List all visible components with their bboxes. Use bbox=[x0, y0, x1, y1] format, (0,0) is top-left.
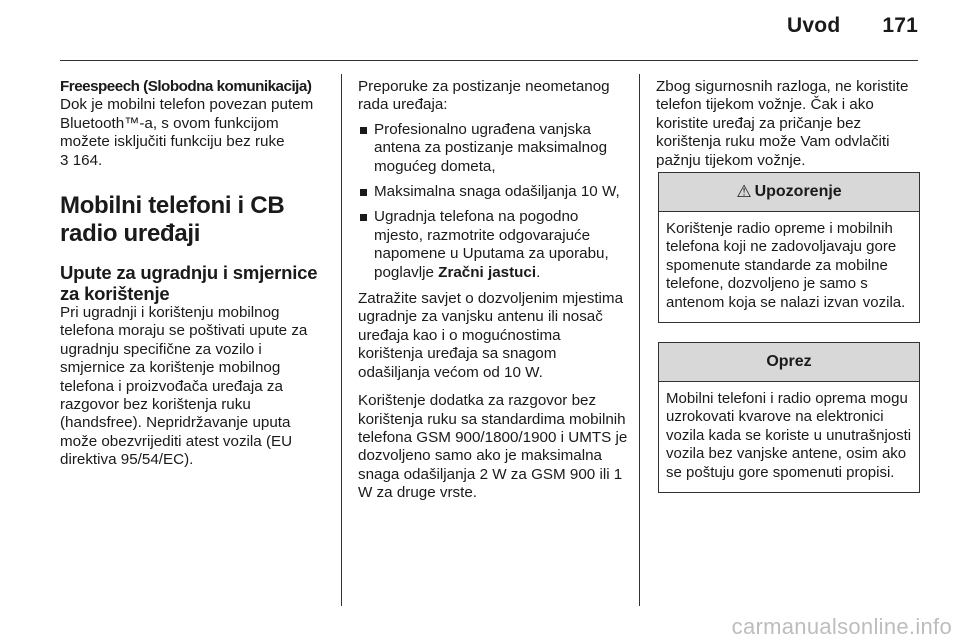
list-item: Profesionalno ugrađena vanjska antena za postizanje maksimalnog mogućeg dometa, bbox=[358, 121, 628, 176]
list-item bbox=[358, 208, 628, 282]
page-header bbox=[787, 14, 918, 38]
warning-triangle-icon: ⚠ bbox=[736, 182, 752, 201]
freespeech-text: Dok je mobilni telefon povezan putem Bluetooth™-a, s ovom funkcijom možete isključiti funkciju bez ruke bbox=[60, 96, 314, 151]
recommendations-list bbox=[358, 121, 628, 282]
recommendations-intro: Preporuke za postizanje neometanog rada uređaja: bbox=[358, 78, 610, 114]
page-reference[interactable]: 164. bbox=[72, 151, 103, 169]
antenna-advice-paragraph: Zatražite savjet o dozvoljenim mjestima ugradnje za vanjsku antenu ili nosač uređaja kao i o mogućnostima korištenja uređaja sa snagom odašiljanja većom od 10 W. bbox=[358, 290, 624, 381]
caution-text: Mobilni telefoni i radio oprema mogu uzrokovati kvarove na elektronici vozila kada se koriste u unutrašnjosti vozila bez vanjske antene, osim ako se poštuju gore spomenuti propisi. bbox=[666, 390, 912, 481]
caution-title: Oprez bbox=[766, 353, 812, 370]
caution-header bbox=[659, 343, 919, 382]
installation-paragraph: Pri ugradnji i korištenju mobilnog telefona moraju se poštivati upute za ugradnju specifične za vozilo i smjernice za korištenje mobilnog telefona i proizvođača uređaja za razgovor bez korištenja ruku (handsfree). Nepridržavanje uputa može obezvrijediti atest vozila (EU direktiva 95/54/EC). bbox=[60, 304, 308, 469]
warning-title: Upozorenje bbox=[754, 183, 842, 200]
section-heading: Mobilni telefoni i CB radio uređaji bbox=[60, 192, 285, 248]
warning-header bbox=[659, 173, 919, 212]
column-middle bbox=[358, 78, 628, 513]
safety-paragraph: Zbog sigurnosnih razloga, ne koristite telefon tijekom vožnje. Čak i ako koristite uređaj za pričanje bez korištenja ruku može Vam odvlačiti pažnju tijekom vožnje. bbox=[656, 78, 909, 169]
watermark: carmanualsonline.info bbox=[731, 614, 952, 639]
freespeech-paragraph bbox=[60, 78, 328, 170]
page-reference-arrow-icon: 3 bbox=[60, 151, 69, 169]
list-item-text: Ugradnja telefona na pogodno mjesto, razmotrite odgovarajuće napomene u Uputama za uporabu, poglavlje bbox=[374, 208, 609, 281]
freespeech-title: Freespeech (Slobodna komunikacija) bbox=[60, 78, 312, 95]
warning-text: Korištenje radio opreme i mobilnih telefona koji ne zadovoljavaju gore spomenute standarde za mobilne telefone, dozvoljeno je samo s antenom koja se nalazi izvan vozila. bbox=[666, 220, 906, 311]
list-item-end: . bbox=[536, 263, 541, 281]
column-divider bbox=[341, 74, 342, 606]
column-divider bbox=[639, 74, 640, 606]
caution-box bbox=[658, 342, 920, 493]
column-left bbox=[60, 78, 328, 480]
column-right bbox=[656, 78, 924, 180]
page-number: 171 bbox=[882, 14, 918, 37]
section-title: Uvod bbox=[787, 14, 841, 37]
list-item: Maksimalna snaga odašiljanja 10 W, bbox=[358, 183, 628, 201]
airbags-reference: Zračni jastuci bbox=[438, 263, 537, 281]
subsection-heading: Upute za ugradnju i smjernice za korištenje bbox=[60, 262, 318, 305]
header-rule bbox=[60, 60, 918, 61]
warning-box bbox=[658, 172, 920, 323]
handsfree-paragraph: Korištenje dodatka za razgovor bez korištenja ruku sa standardima mobilnih telefona GSM 900/1800/1900 i UMTS je dozvoljeno samo ako je maksimalna snaga odašiljanja 2 W za GSM 900 ili 1 W za druge vrste. bbox=[358, 392, 628, 502]
